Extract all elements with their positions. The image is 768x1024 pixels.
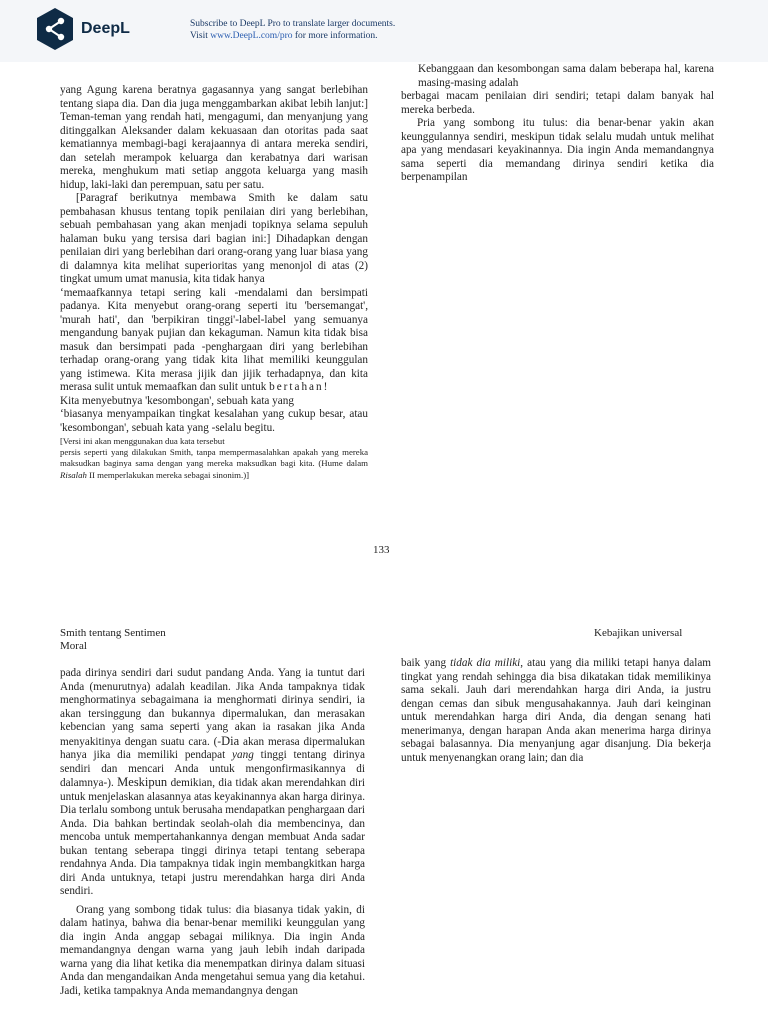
paragraph: Pria yang sombong itu tulus: dia benar-benar yakin akan keunggulannya sendiri, meskipun tidak selalu mudah untuk melihat apa yang mendasari keyakinannya. Dia ingin Anda memandangnya sama seperti dia memandang dirinya sendiri ketika dia berpenampilan [401, 117, 714, 183]
deepl-brand-name: DeepL [81, 20, 130, 37]
paragraph: yang Agung karena beratnya gagasannya yang sangat berlebihan tentang siapa dia. Dan dia juga menggambarkan akibat lebih lanjut:] Teman-teman yang rendah hati, mengagumi, dan menyanjung yang ditinggalkan Aleksander dalam kekuasaan dan otoritas pada saat kematiannya membagi-bagi kerajaannya di antara mereka sendiri, dan setelah merampok keluarga dan kerabatnya dari warisan mereka, menghukum mati setiap anggota keluarga yang masih hidup, laki-laki dan perempuan, satu per satu. [60, 84, 368, 191]
paragraph: Kebanggaan dan kesombongan sama dalam beberapa hal, karena masing-masing adalah [418, 63, 714, 89]
page1-left-column [60, 84, 368, 481]
paragraph: [Paragraf berikutnya membawa Smith ke dalam satu pembahasan khusus tentang topik penilaian diri yang berlebihan, sebuah pembahasan yang akan menjadi topiknya selama sepuluh halaman buku yang tersisa dari bagian ini:] Dihadapkan dengan penilaian diri yang berlebihan dari orang-orang yang luar biasa yang di dalamnya kita melihat superioritas yang menonjol di atas (2) tingkat umum umat manusia, kita tidak hanya [60, 192, 368, 285]
page-number: 133 [373, 544, 390, 556]
deepl-logo-icon [36, 7, 74, 51]
paragraph: baik yang tidak dia miliki, atau yang dia miliki tetapi hanya dalam tingkat yang rendah sehingga dia bisa dikatakan tidak memilikinya sama sekali. Jauh dari merendahkan harga diri Anda, ia justru dengan cemas dan sibuk mengusahakannya. Jauh dari keinginan untuk merendahkan harga diri Anda, dia dengan senang hati menerimanya, dengan harapan Anda akan menerima harga dirinya sebagai balasannya. Dia menyanjung agar disanjung. Dia bekerja untuk menyenangkan orang lain; dan dia [401, 657, 711, 764]
page2-left-column [60, 667, 365, 998]
paragraph: berbagai macam penilaian diri sendiri; tetapi dalam banyak hal mereka berbeda. [401, 90, 714, 116]
footnote: [Versi ini akan menggunakan dua kata tersebut persis seperti yang dilakukan Smith, tanpa mempermasalahkan apakah yang mereka maksudkan baginya sama dengan yang mereka maksudkan bagi kita. (Hume dalam Risalah II memperlakukan mereka sebagai sinonim.)] [60, 436, 368, 480]
running-header-right: Kebajikan universal [594, 627, 683, 639]
banner-message [190, 18, 395, 42]
deepl-banner [0, 0, 768, 62]
page2-right-column [401, 657, 711, 765]
paragraph: Kita menyebutnya 'kesombongan', sebuah kata yang [60, 394, 294, 407]
deepl-pro-link[interactable]: www.DeepL.com/pro [210, 31, 293, 41]
banner-line-2: Visit www.DeepL.com/pro for more information. [190, 31, 378, 41]
running-header-left: Smith tentang Sentimen Moral [60, 627, 166, 652]
banner-line-1: Subscribe to DeepL Pro to translate larger documents. [190, 19, 396, 29]
page1-right-column [401, 63, 714, 185]
paragraph: Orang yang sombong tidak tulus: dia biasanya tidak yakin, di dalam hatinya, bahwa dia benar-benar memiliki keunggulan yang dia ingin Anda anggap sebagai miliknya. Dia ingin Anda memandangnya dengan warna yang jauh lebih indah daripada warna yang dia lihat ketika dia menempatkan dirinya dalam situasi Anda dan mengandaikan Anda mengetahui semua yang dia ketahui. Jadi, ketika tampaknya Anda memandangnya dengan [60, 903, 365, 997]
paragraph: ‘memaafkannya tetapi sering kali -mendalami dan bersimpati padanya. Kita menyebut orang-orang seperti itu 'bersemangat', 'murah hati', dan 'berpikiran tinggi'-label-label yang semuanya mengandung banyak pujian dan kekaguman. Namun kita tidak bisa masuk dan bersimpati pada -penghargaan diri yang berlebihan terhadap orang-orang yang tidak kita lihat memiliki keunggulan yang istimewa. Kita merasa jijik dan jijik terhadapnya, dan kita merasa sulit untuk memaafkan dan sulit untuk bertahan! [60, 286, 368, 393]
paragraph: ‘biasanya menyampaikan tingkat kesalahan yang cukup besar, atau 'kesombongan', sebuah kata yang -selalu begitu. [60, 408, 368, 434]
paragraph: pada dirinya sendiri dari sudut pandang Anda. Yang ia tuntut dari Anda (menurutnya) adalah keadilan. Jika Anda tampaknya tidak menghormatinya sebagaimana ia menghormati dirinya sendiri, ia akan tersinggung dan bukannya dipermalukan, dan merasakan kebencian yang sama seperti yang akan ia rasakan jika Anda menyakitinya dengan suatu cara. (-Dia akan merasa dipermalukan hanya jika dia memiliki pendapat yang tinggi tentang dirinya sendiri dan mencari Anda untuk mengonfirmasikannya di dalamnya-). Meskipun demikian, dia tidak akan merendahkan diri untuk menjelaskan alasannya atas keyakinannya akan harga dirinya. Dia terlalu sombong untuk berusaha mendapatkan penghargaan dari Anda. Dia bahkan bertindak seolah-olah dia membencinya, dan mencoba untuk mempertahankannya dengan membuat Anda sadar bukan tentang seberapa tinggi dirinya tetapi tentang seberapa rendahnya Anda. Dia tampaknya tidak ingin membangkitkan harga diri Anda untuknya, tetapi justru merendahkan harga diri Anda sendiri. [60, 667, 365, 897]
